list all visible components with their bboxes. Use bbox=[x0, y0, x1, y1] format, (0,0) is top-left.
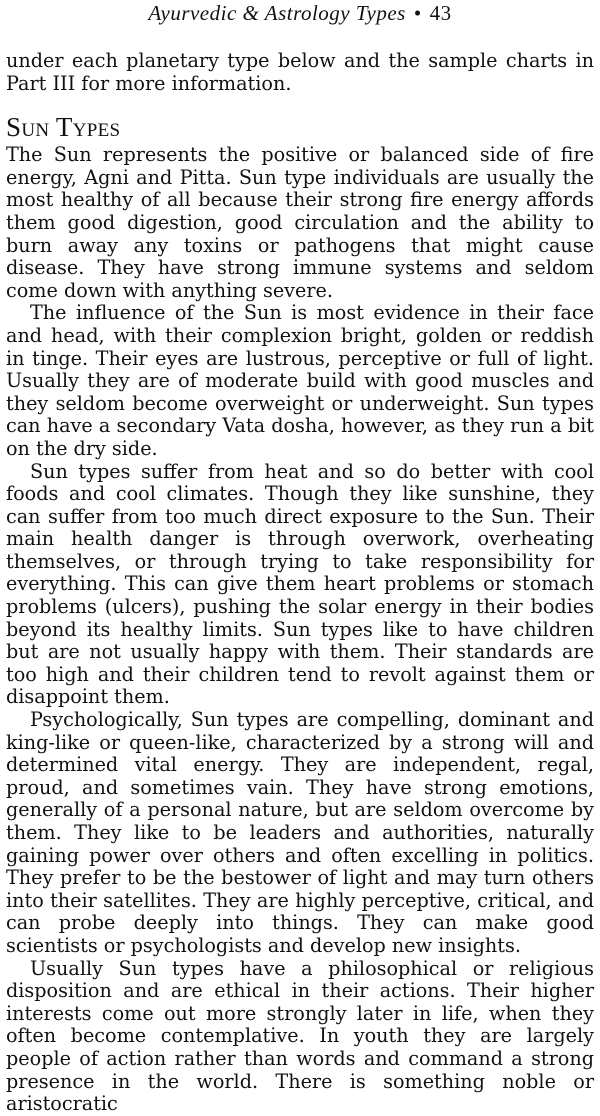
section-heading: Sun Types bbox=[6, 112, 121, 143]
paragraph-2: The influence of the Sun is most evidence in their face and head, with their complexion bright, golden or reddish in tinge. Their eyes are lustrous, perceptive or full of light. Usually they are of moderate build with good muscles and they seldom become overweight or underweight. Sun types can have a secondary Vata dosha, however, as they run a bit on the dry side. bbox=[6, 301, 594, 460]
header-separator: • bbox=[413, 1, 422, 25]
page-number: 43 bbox=[429, 1, 452, 25]
paragraph-3: Sun types suffer from heat and so do better with cool foods and cool climates. Though they like sunshine, they can suffer from too much direct exposure to the Sun. Their main health danger is through overwork, overheating themselves, or through trying to take responsibility for everything. This can give them heart problems or stomach problems (ulcers), pushing the solar energy in their bodies beyond its healthy limits. Sun types like to have children but are not usually happy with them. Their standards are too high and their children tend to revolt against them or disappoint them. bbox=[6, 459, 594, 709]
running-title: Ayurvedic & Astrology Types bbox=[148, 1, 406, 25]
paragraph-5: Usually Sun types have a philosophical or religious disposition and are ethical in their actions. Their higher interests come out more strongly later in life, when they often become contemplative. In youth they are largely people of action rather than words and command a strong presence in the world. There is something noble or aristocratic bbox=[6, 956, 594, 1116]
body-text bbox=[6, 50, 594, 1116]
paragraph-1: The Sun represents the positive or balanced side of fire energy, Agni and Pitta. Sun type individuals are usually the most healthy of all because their strong fire energy affords them good digestion, good circulation and the ability to burn away any toxins or pathogens that might cause disease. They have strong immune systems and seldom come down with anything severe. bbox=[6, 143, 594, 302]
running-header bbox=[0, 0, 600, 26]
continued-paragraph: under each planetary type below and the sample charts in Part III for more information. bbox=[6, 49, 594, 95]
paragraph-4: Psychologically, Sun types are compelling, dominant and king-like or queen-like, characterized by a strong will and determined vital energy. They are independent, regal, proud, and sometimes vain. They have strong emotions, generally of a personal nature, but are seldom overcome by them. They like to be leaders and authorities, naturally gaining power over others and often excelling in politics. They prefer to be the bestower of light and may turn others into their satellites. They are highly perceptive, critical, and can probe deeply into things. They can make good scientists or psychologists and develop new insights. bbox=[6, 708, 594, 957]
